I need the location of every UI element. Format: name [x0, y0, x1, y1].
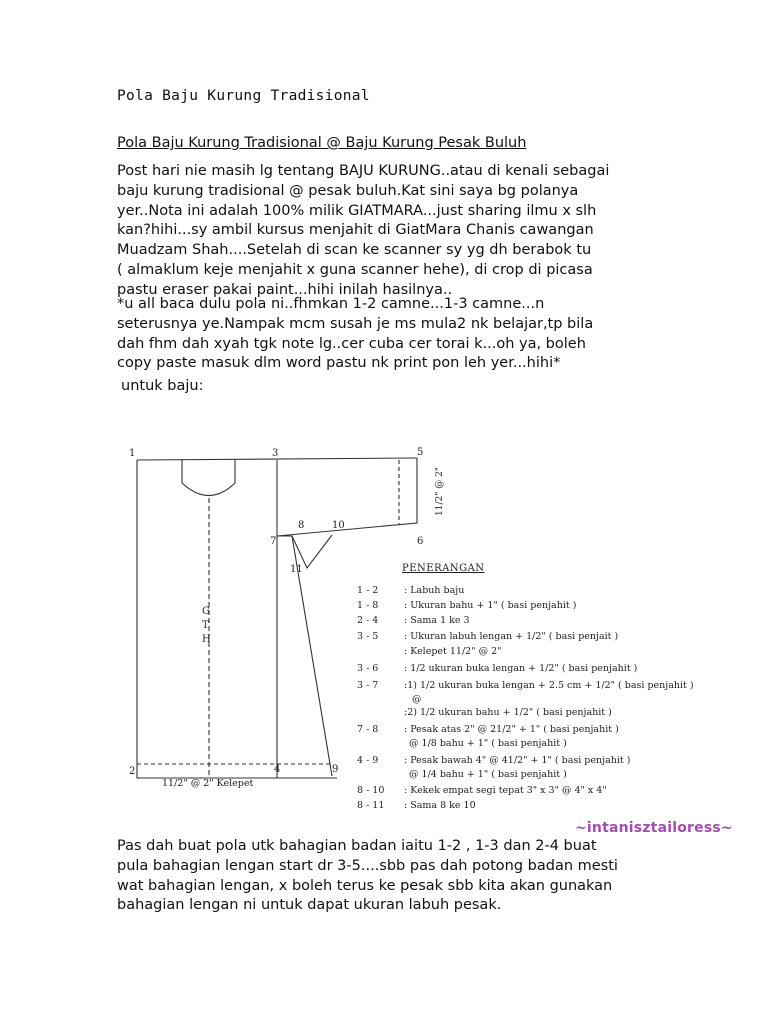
- article-subtitle: Pola Baju Kurung Tradisional @ Baju Kurung Pesak Buluh: [117, 135, 527, 151]
- legend-key: 4 - 9: [357, 755, 379, 766]
- legend-key: 8 - 10: [357, 785, 385, 796]
- legend-desc: : Kelepet 11/2" @ 2": [404, 646, 502, 657]
- point-label-11: 11: [290, 564, 303, 575]
- legend-desc: : Sama 1 ke 3: [404, 615, 470, 626]
- point-label-5: 5: [417, 447, 424, 458]
- legend-desc: :2) 1/2 ukuran bahu + 1/2" ( basi penjahit ): [404, 707, 612, 718]
- legend-desc: : Labuh baju: [404, 585, 465, 596]
- legend-key: 8 - 11: [357, 800, 385, 811]
- pattern-figure: [117, 438, 742, 838]
- closing-paragraph: Pas dah buat pola utk bahagian badan iaitu 1-2 , 1-3 dan 2-4 buat pula bahagian lengan start dr 3-5....sbb pas dah potong badan mesti wat bahagian lengan, x boleh terus ke pesak sbb kita akan gunakan bahagian lengan ni untuk dapat ukuran labuh pesak.: [117, 838, 618, 914]
- body-outline: [137, 460, 337, 778]
- point-label-3: 3: [272, 448, 279, 459]
- intro-paragraph: Post hari nie masih lg tentang BAJU KURUNG..atau di kenali sebagai baju kurung tradisional @ pesak buluh.Kat sini saya bg polanya yer..Nota ini adalah 100% milik GIATMARA...just sharing ilmu x slh kan?hihi...sy ambil kursus menjahit di GiatMara Chanis cawangan Muadzam Shah....Setelah di scan ke scanner sy yg dh berabok tu ( almaklum keje menjahit x guna scanner hehe), di crop di picasa pastu eraser pakai paint...hihi inilah hasilnya..: [117, 163, 610, 298]
- point-label-9: 9: [332, 764, 339, 775]
- point-label-7: 7: [270, 536, 277, 547]
- neckline: [182, 459, 235, 496]
- fold-letter-g: G: [202, 606, 210, 617]
- legend-desc: @ 1/4 bahu + 1" ( basi penjahit ): [409, 769, 567, 780]
- gusset-line: [277, 536, 332, 776]
- point-label-8: 8: [298, 520, 305, 531]
- legend-desc: : Ukuran bahu + 1" ( basi penjahit ): [404, 600, 577, 611]
- watermark: ~intanisztailoress~: [575, 820, 733, 836]
- legend-desc: : Pesak bawah 4" @ 41/2" + 1" ( basi penjahit ): [404, 755, 631, 766]
- legend-key: 3 - 5: [357, 631, 379, 642]
- point-label-4: 4: [274, 764, 281, 775]
- legend-key: 1 - 8: [357, 600, 379, 611]
- point-label-1: 1: [129, 448, 136, 459]
- point-label-2: 2: [129, 766, 136, 777]
- legend-key: 1 - 2: [357, 585, 379, 596]
- legend-title: PENERANGAN: [402, 563, 485, 574]
- legend-desc: : Pesak atas 2" @ 21/2" + 1" ( basi penjahit ): [404, 724, 619, 735]
- legend-desc: : Ukuran labuh lengan + 1/2" ( basi penjait ): [404, 631, 619, 642]
- page-title: Pola Baju Kurung Tradisional: [117, 88, 370, 104]
- legend-key: 7 - 8: [357, 724, 379, 735]
- legend-desc: : Sama 8 ke 10: [404, 800, 476, 811]
- fold-letter-h: H: [202, 634, 211, 645]
- legend-desc: @: [412, 694, 422, 705]
- section-label-untuk-baju: untuk baju:: [121, 378, 204, 394]
- point-label-10: 10: [332, 520, 345, 531]
- legend-key: 3 - 7: [357, 680, 379, 691]
- legend-desc: @ 1/8 bahu + 1" ( basi penjahit ): [409, 738, 567, 749]
- sleeve-fold-label: 11/2" @ 2": [435, 467, 445, 516]
- instruction-paragraph: *u all baca dulu pola ni..fhmkan 1-2 camne...1-3 camne...n seterusnya ye.Nampak mcm susah je ms mula2 nk belajar,tp bila dah fhm dah xyah tgk note lg..cer cuba cer torai k...oh ya, boleh copy paste masuk dlm word pastu nk print pon leh yer...hihi*: [117, 296, 594, 372]
- point-label-6: 6: [417, 536, 424, 547]
- legend-desc: : Kekek empat segi tepat 3" x 3" @ 4" x 4": [404, 785, 607, 796]
- fold-letter-t: T: [202, 620, 209, 631]
- legend-desc: : 1/2 ukuran buka lengan + 1/2" ( basi penjahit ): [404, 663, 638, 674]
- legend-key: 3 - 6: [357, 663, 379, 674]
- legend-key: 2 - 4: [357, 615, 379, 626]
- legend-desc: :1) 1/2 ukuran buka lengan + 2.5 cm + 1/2" ( basi penjahit ): [404, 680, 694, 691]
- hem-label: 11/2" @ 2" Kelepet: [162, 778, 254, 789]
